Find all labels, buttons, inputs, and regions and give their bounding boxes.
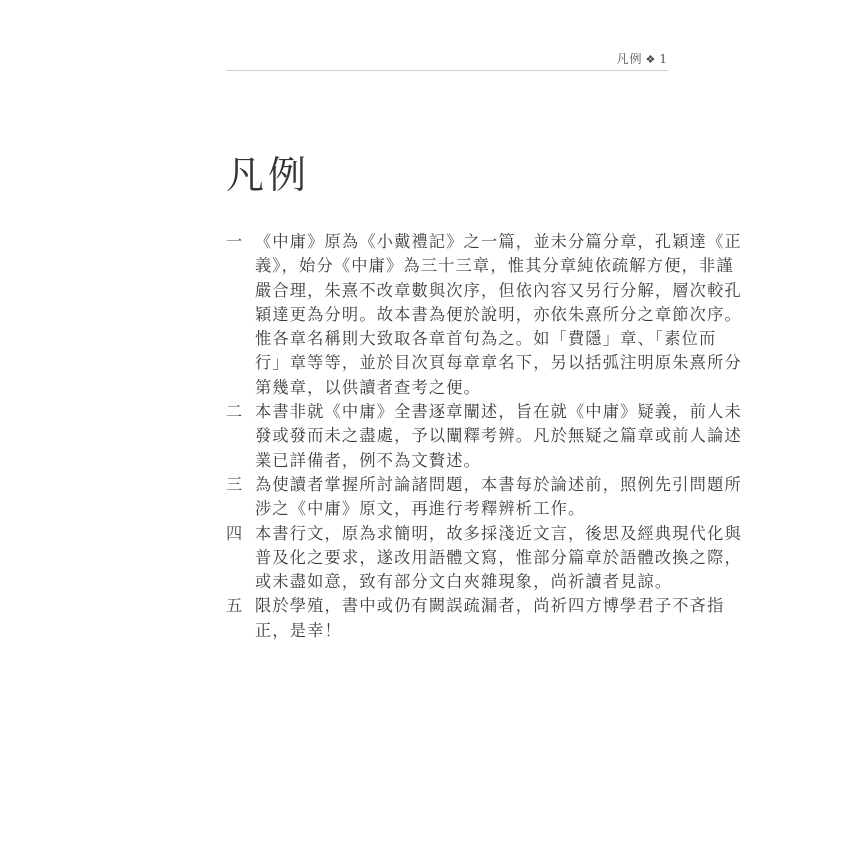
text-line: 嚴合理，朱熹不改章數與次序，但依內容又另行分解，層次較孔 [255, 280, 742, 300]
list-item [226, 522, 742, 595]
text-line: 普及化之要求，遂改用語體文寫，惟部分篇章於語體改換之際， [255, 547, 742, 567]
text-line: 行」章等等，並於目次頁每章章名下，另以括弧注明原朱熹所分 [255, 353, 742, 373]
page-title: 凡例 [226, 153, 311, 198]
text-line: 業已詳備者，例不為文贅述。 [255, 450, 482, 470]
text-line: 發或發而未之盡處，予以闡釋考辨。凡於無疑之篇章或前人論述 [255, 426, 742, 446]
text-line: 第幾章，以供讀者查考之便。 [255, 377, 482, 397]
list-item [226, 473, 742, 522]
item-marker: 二 [226, 402, 243, 422]
page-number: 1 [659, 52, 668, 66]
list-item [226, 400, 742, 473]
text-line: 義》，始分《中庸》為三十三章，惟其分章純依疏解方便，非謹 [255, 256, 734, 276]
text-line: 本書非就《中庸》全書逐章闡述，旨在就《中庸》疑義，前人未 [255, 402, 742, 422]
item-marker: 四 [226, 523, 243, 543]
running-head-title: 凡例 [616, 52, 643, 66]
text-line: 惟各章名稱則大致取各章首句為之。如「費隱」章、「素位而 [255, 329, 717, 349]
item-marker: 一 [226, 232, 243, 251]
list-item [226, 594, 725, 643]
running-head [226, 50, 668, 68]
ornament-icon: ❖ [645, 53, 657, 66]
text-line: 穎達更為分明。故本書為便於說明，亦依朱熹所分之章節次序。 [255, 304, 742, 324]
text-line: 限於學殖，書中或仍有闕誤疏漏者，尚祈四方博學君子不吝指 [255, 596, 725, 616]
text-line: 《中庸》原為《小戴禮記》之一篇，並未分篇分章，孔穎達《正 [255, 232, 742, 251]
item-marker: 三 [226, 474, 243, 494]
text-line: 為使讀者掌握所討論諸問題，本書每於論述前，照例先引問題所 [255, 474, 742, 494]
text-line: 或未盡如意，致有部分文白夾雜現象，尚祈讀者見諒。 [255, 572, 673, 592]
text-line: 本書行文，原為求簡明，故多採淺近文言，後思及經典現代化與 [255, 523, 742, 543]
list-item [226, 230, 742, 400]
text-line: 涉之《中庸》原文，再進行考釋辨析工作。 [255, 499, 586, 519]
conventions-list [226, 230, 742, 643]
item-marker: 五 [226, 596, 243, 616]
text-line: 正，是幸！ [255, 620, 342, 640]
header-rule [226, 70, 668, 71]
